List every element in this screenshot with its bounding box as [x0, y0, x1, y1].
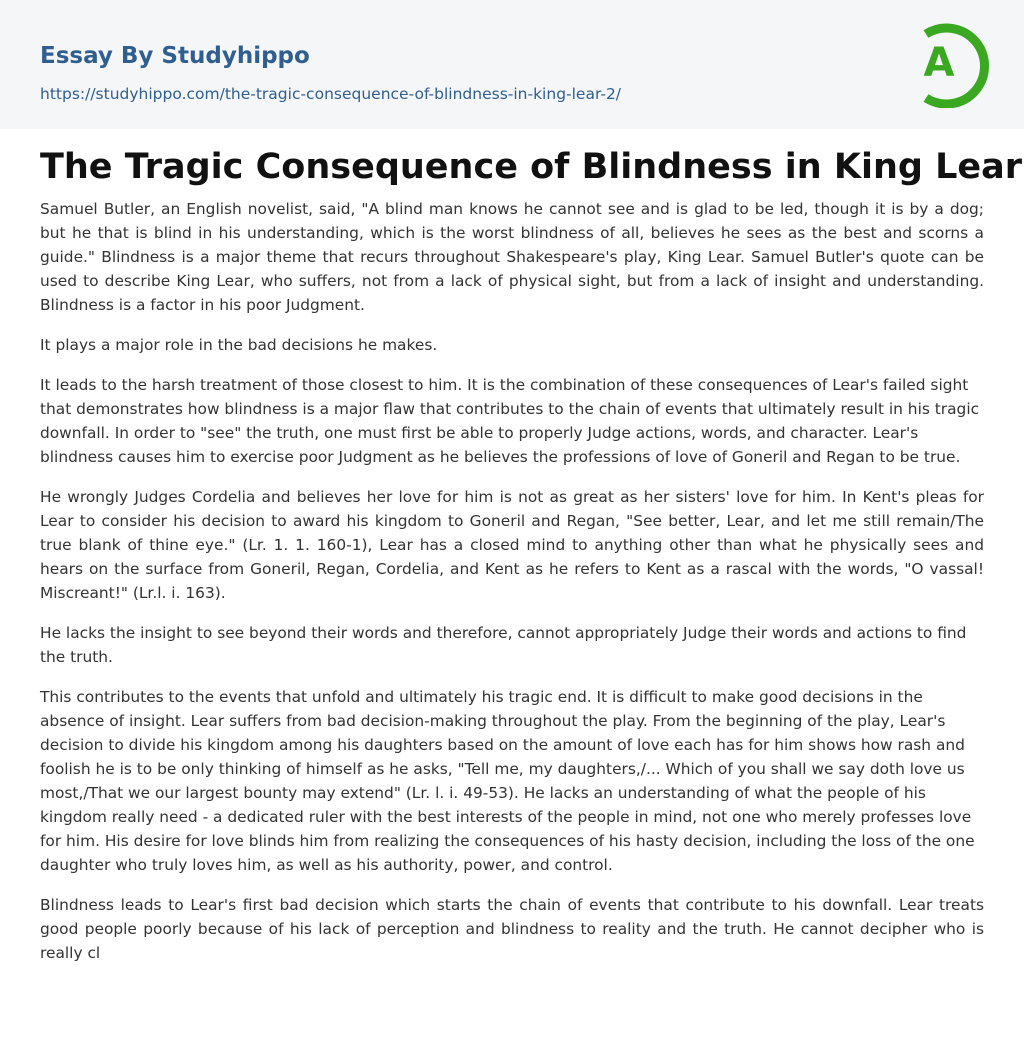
essay-paragraph: Samuel Butler, an English novelist, said, "A blind man knows he cannot see and is glad to be led, though it is by a dog; but he that is blind in his understanding, which is the worst blindness of all, believes he sees as the best and scorns a guide." Blindness is a major theme that recurs throughout Shakespeare's play, King Lear. Samuel Butler's quote can be used to describe King Lear, who suffers, not from a lack of physical sight, but from a lack of insight and understanding. Blindness is a factor in his poor Judgment.	[40, 200, 984, 314]
essay-paragraph: This contributes to the events that unfold and ultimately his tragic end. It is difficult to make good decisions in the absence of insight. Lear suffers from bad decision-making throughout the play. From the beginning of the play, Lear's decision to divide his kingdom among his daughters based on the amount of love each has for him shows how rash and foolish he is to be only thinking of himself as he asks, "Tell me, my daughters,/... Which of you shall we say doth love us most,/That we our largest bounty may extend" (Lr. l. i. 49-53). He lacks an understanding of what the people of his kingdom really need - a dedicated ruler with the best interests of the people in mind, not one who merely professes love for him. His desire for love blinds him from realizing the consequences of his hasty decision, including the loss of the one daughter who truly loves him, as well as his authority, power, and control.	[40, 688, 975, 874]
essay-paragraph: He lacks the insight to see beyond their words and therefore, cannot appropriately Judge their words and actions to find the truth.	[40, 624, 967, 666]
essay-title: The Tragic Consequence of Blindness in King Lear	[40, 147, 1023, 187]
brand-title[interactable]: Essay By Studyhippo	[40, 43, 310, 69]
essay-body	[40, 197, 984, 965]
essay-content	[40, 143, 1023, 981]
essay-paragraph: He wrongly Judges Cordelia and believes her love for him is not as great as her sisters' love for him. In Kent's pleas for Lear to consider his decision to award his kingdom to Goneril and Regan, "See better, Lear, and let me still remain/The true blank of thine eye." (Lr. 1. 1. 160-1), Lear has a closed mind to anything other than what he physically sees and hears on the surface from Goneril, Regan, Cordelia, and Kent as he refers to Kent as a rascal with the words, "O vassal! Miscreant!" (Lr.l. i. 163).	[40, 488, 984, 602]
essay-paragraph: It plays a major role in the bad decisions he makes.	[40, 336, 438, 354]
studyhippo-logo-icon[interactable]	[899, 18, 989, 108]
logo-letter: A	[923, 40, 955, 86]
site-header	[0, 0, 1024, 129]
essay-paragraph: It leads to the harsh treatment of those closest to him. It is the combination of these consequences of Lear's failed sight that demonstrates how blindness is a major flaw that contributes to the chain of events that ultimately result in his tragic downfall. In order to "see" the truth, one must first be able to properly Judge actions, words, and character. Lear's blindness causes him to exercise poor Judgment as he believes the professions of love of Goneril and Regan to be true.	[40, 376, 980, 466]
essay-paragraph: Blindness leads to Lear's first bad decision which starts the chain of events that contribute to his downfall. Lear treats good people poorly because of his lack of perception and blindness to reality and the truth. He cannot decipher who is really cl	[40, 896, 984, 962]
source-url-link[interactable]: https://studyhippo.com/the-tragic-consequence-of-blindness-in-king-lear-2/	[40, 85, 622, 103]
